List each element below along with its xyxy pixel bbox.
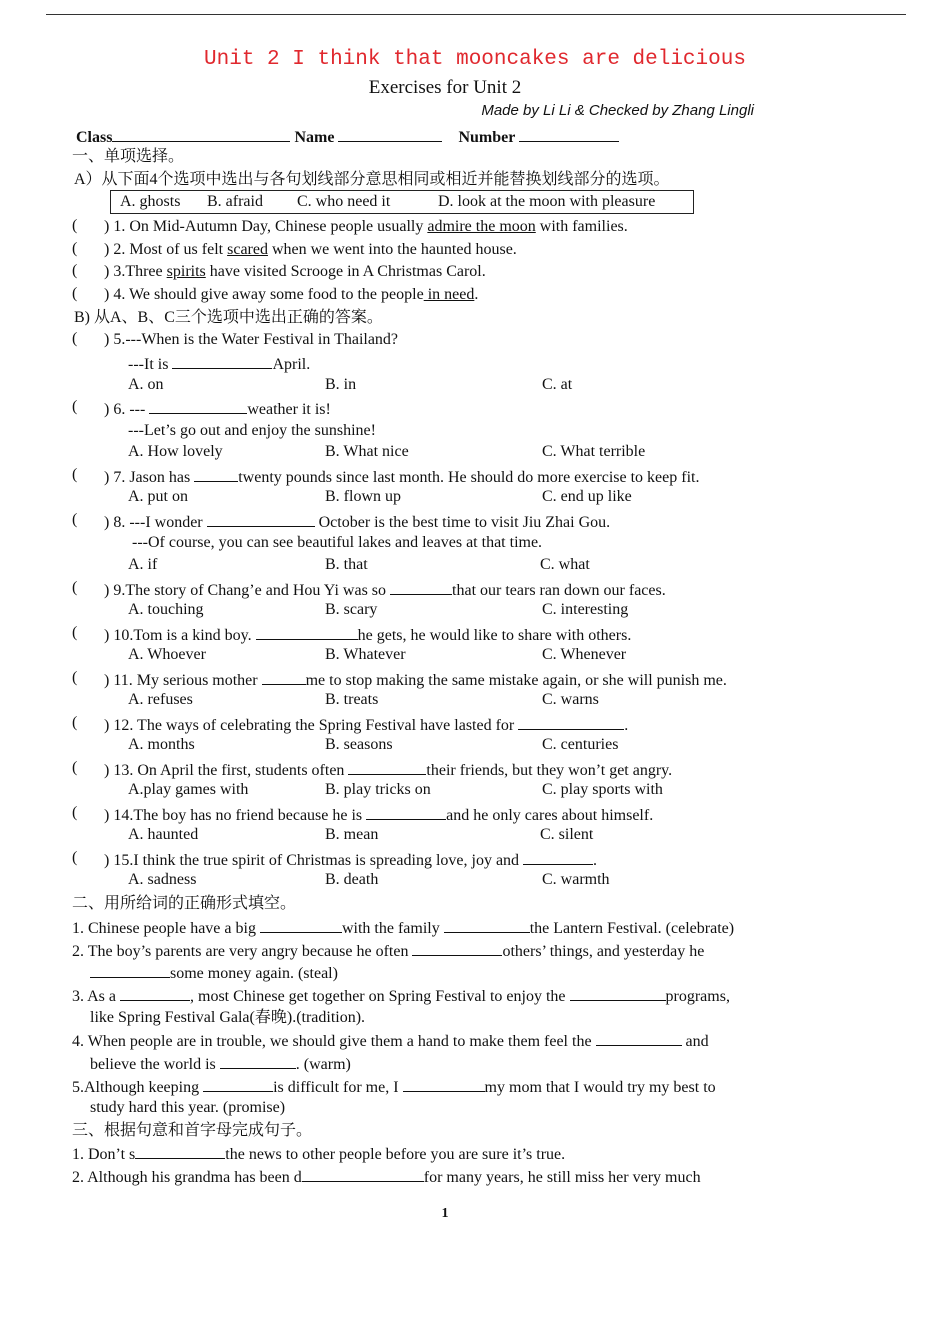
option-b[interactable]: B. seasons (325, 736, 393, 753)
complete-sentence-2: 2. Although his grandma has been d for many years, he still miss her very much (72, 1166, 701, 1188)
option-b[interactable]: B. flown up (325, 488, 401, 505)
number-label: Number (458, 129, 516, 146)
option-b[interactable]: B. mean (325, 826, 379, 843)
class-blank[interactable] (112, 126, 290, 142)
author-credit: Made by Li Li & Checked by Zhang Lingli (481, 102, 754, 119)
section3-heading: 三、根据句意和首字母完成句子。 (72, 1122, 313, 1139)
fill-sentence-4-cont: believe the world is . (warm) (90, 1053, 351, 1075)
question-6: ) 6. --- weather it is! (104, 398, 331, 420)
option-a[interactable]: A. months (128, 736, 195, 753)
option-c[interactable]: C. play sports with (542, 781, 663, 798)
number-blank[interactable] (519, 126, 619, 142)
answer-blank[interactable] (135, 1143, 225, 1159)
answer-blank[interactable] (596, 1030, 682, 1046)
option-b[interactable]: B. play tricks on (325, 781, 431, 798)
answer-blank[interactable] (570, 985, 666, 1001)
answer-paren[interactable]: ( (72, 262, 78, 279)
answer-blank[interactable] (203, 1076, 273, 1092)
section1-partB-instruction: B) 从A、B、C三个选项中选出正确的答案。 (74, 309, 383, 326)
option-b[interactable]: B. treats (325, 691, 379, 708)
option-c[interactable]: C. Whenever (542, 646, 627, 663)
answer-blank[interactable] (390, 579, 452, 595)
answer-paren[interactable]: ( (72, 669, 78, 686)
option-b[interactable]: B. scary (325, 601, 378, 618)
answer-paren[interactable]: ( (72, 466, 78, 483)
answer-blank[interactable] (149, 398, 247, 414)
question-4: ) 4. We should give away some food to the people in need. (104, 286, 479, 303)
option-a[interactable]: A. Whoever (128, 646, 206, 663)
answer-paren[interactable]: ( (72, 330, 78, 347)
question-7: ) 7. Jason has twenty pounds since last month. He should do more exercise to keep fit. (104, 466, 699, 488)
question-9: ) 9.The story of Chang’e and Hou Yi was so that our tears ran down our faces. (104, 579, 666, 601)
worksheet-title: Unit 2 I think that mooncakes are delicious (204, 48, 746, 71)
option-a[interactable]: A. refuses (128, 691, 193, 708)
top-rule (46, 14, 906, 15)
option-b[interactable]: B. death (325, 871, 379, 888)
fill-sentence-5-cont: study hard this year. (promise) (90, 1099, 286, 1116)
answer-blank[interactable] (207, 511, 315, 527)
answer-paren[interactable]: ( (72, 217, 78, 234)
option-c[interactable]: C. warmth (542, 871, 610, 888)
answer-paren[interactable]: ( (72, 511, 78, 528)
answer-paren[interactable]: ( (72, 285, 78, 302)
answer-blank[interactable] (412, 940, 502, 956)
question-1: ) 1. On Mid-Autumn Day, Chinese people usually admire the moon with families. (104, 218, 628, 235)
option-c[interactable]: C. interesting (542, 601, 629, 618)
option-c[interactable]: C. warns (542, 691, 599, 708)
question-10: ) 10.Tom is a kind boy. he gets, he would like to share with others. (104, 624, 631, 646)
option-c[interactable]: C. at (542, 376, 573, 393)
fill-sentence-2: 2. The boy’s parents are very angry because he often others’ things, and yesterday he (72, 940, 704, 962)
fill-sentence-2-cont: some money again. (steal) (90, 962, 338, 984)
word-bank-b: B. afraid (207, 193, 263, 210)
option-c[interactable]: C. centuries (542, 736, 619, 753)
option-a[interactable]: A. How lovely (128, 443, 223, 460)
option-c[interactable]: C. what (540, 556, 590, 573)
option-a[interactable]: A. touching (128, 601, 204, 618)
student-info-row (76, 126, 619, 148)
question-12: ) 12. The ways of celebrating the Spring Festival have lasted for . (104, 714, 628, 736)
answer-paren[interactable]: ( (72, 240, 78, 257)
answer-blank[interactable] (523, 849, 593, 865)
question-8-line2: ---Of course, you can see beautiful lakes and leaves at that time. (132, 534, 543, 551)
page-number: 1 (441, 1206, 449, 1221)
complete-sentence-1: 1. Don’t s the news to other people before you are sure it’s true. (72, 1143, 565, 1165)
question-13: ) 13. On April the first, students often their friends, but they won’t get angry. (104, 759, 672, 781)
word-bank-a: A. ghosts (120, 193, 181, 210)
section2-heading: 二、用所给词的正确形式填空。 (72, 895, 297, 912)
answer-blank[interactable] (220, 1053, 296, 1069)
fill-sentence-4: 4. When people are in trouble, we should give them a hand to make them feel the and (72, 1030, 709, 1052)
answer-blank[interactable] (302, 1166, 424, 1182)
word-bank-d: D. look at the moon with pleasure (438, 193, 656, 210)
option-a[interactable]: A. if (128, 556, 158, 573)
question-2: ) 2. Most of us felt scared when we went into the haunted house. (104, 241, 517, 258)
option-c[interactable]: C. What terrible (542, 443, 646, 460)
class-label: Class (76, 129, 113, 146)
name-label: Name (294, 129, 335, 146)
worksheet-subtitle: Exercises for Unit 2 (368, 77, 522, 98)
option-a[interactable]: A. put on (128, 488, 188, 505)
answer-blank[interactable] (256, 624, 358, 640)
question-14: ) 14.The boy has no friend because he is and he only cares about himself. (104, 804, 653, 826)
fill-sentence-5: 5.Although keeping is difficult for me, I my mom that I would try my best to (72, 1076, 716, 1098)
answer-blank[interactable] (120, 985, 190, 1001)
option-c[interactable]: C. end up like (542, 488, 632, 505)
question-3: ) 3.Three spirits have visited Scrooge in A Christmas Carol. (104, 263, 486, 280)
question-15: ) 15.I think the true spirit of Christmas is spreading love, joy and . (104, 849, 597, 871)
answer-blank[interactable] (262, 669, 306, 685)
answer-blank[interactable] (518, 714, 624, 730)
question-6-line2: ---Let’s go out and enjoy the sunshine! (128, 422, 376, 439)
fill-sentence-3-cont: like Spring Festival Gala(春晚).(tradition). (90, 1009, 366, 1026)
option-a[interactable]: A.play games with (128, 781, 249, 798)
answer-blank[interactable] (90, 962, 170, 978)
option-b[interactable]: B. in (325, 376, 357, 393)
answer-blank[interactable] (366, 804, 446, 820)
answer-paren[interactable]: ( (72, 714, 78, 731)
section1-heading: 一、单项选择。 (72, 148, 185, 165)
option-b[interactable]: B. What nice (325, 443, 409, 460)
question-8: ) 8. ---I wonder October is the best time to visit Jiu Zhai Gou. (104, 511, 610, 533)
fill-sentence-1: 1. Chinese people have a big with the family the Lantern Festival. (celebrate) (72, 917, 734, 939)
option-c[interactable]: C. silent (540, 826, 594, 843)
answer-blank[interactable] (194, 466, 238, 482)
option-a[interactable]: A. sadness (128, 871, 197, 888)
section1-partA-instruction: A）从下面4个选项中选出与各句划线部分意思相同或相近并能替换划线部分的选项。 (74, 171, 670, 188)
answer-blank[interactable] (403, 1076, 485, 1092)
word-bank-c: C. who need it (297, 193, 391, 210)
answer-blank[interactable] (444, 917, 530, 933)
answer-paren[interactable]: ( (72, 759, 78, 776)
answer-paren[interactable]: ( (72, 398, 78, 415)
question-11: ) 11. My serious mother me to stop making the same mistake again, or she will punish me. (104, 669, 727, 691)
answer-paren[interactable]: ( (72, 804, 78, 821)
option-b[interactable]: B. that (325, 556, 368, 573)
option-b[interactable]: B. Whatever (325, 646, 406, 663)
answer-paren[interactable]: ( (72, 624, 78, 641)
option-a[interactable]: A. on (128, 376, 164, 393)
option-a[interactable]: A. haunted (128, 826, 199, 843)
answer-blank[interactable] (172, 353, 272, 369)
answer-blank[interactable] (260, 917, 342, 933)
question-5-line2: ---It is April. (128, 353, 310, 375)
question-5: ) 5.---When is the Water Festival in Thailand? (104, 331, 399, 348)
fill-sentence-3: 3. As a , most Chinese get together on Spring Festival to enjoy the programs, (72, 985, 730, 1007)
answer-paren[interactable]: ( (72, 849, 78, 866)
name-blank[interactable] (338, 126, 442, 142)
answer-paren[interactable]: ( (72, 579, 78, 596)
answer-blank[interactable] (348, 759, 426, 775)
